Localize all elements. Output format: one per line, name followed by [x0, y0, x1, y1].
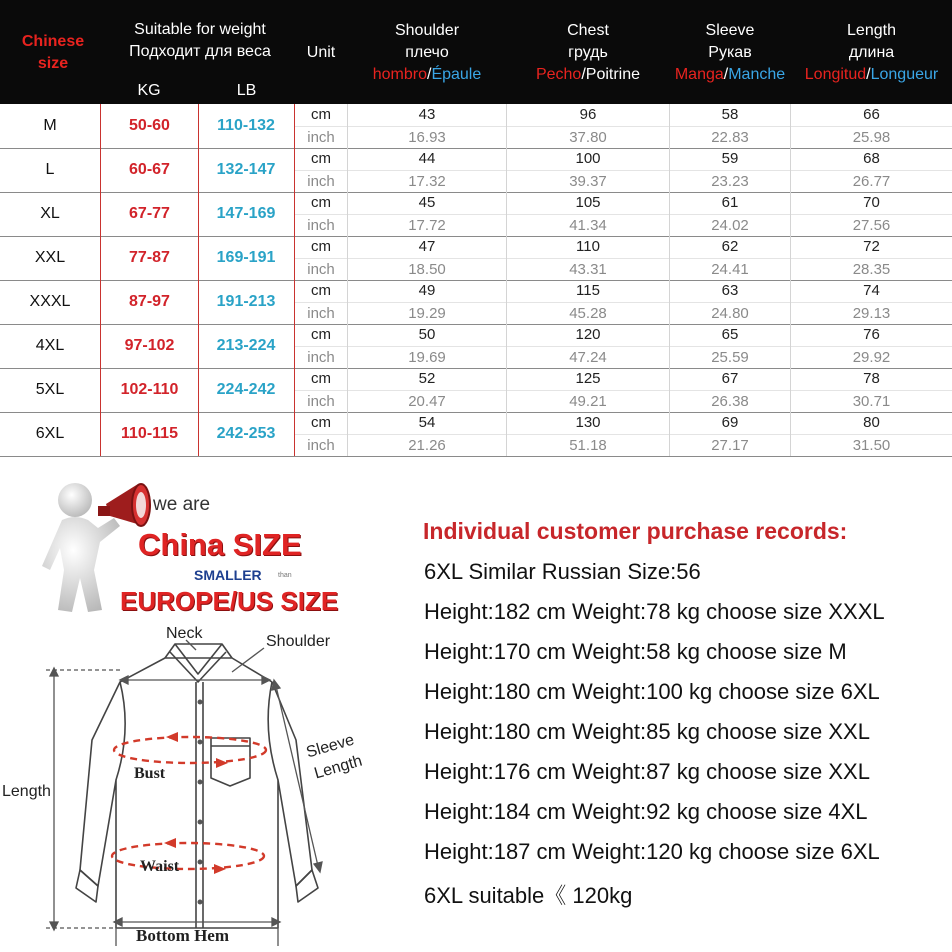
row-unit-cm: cm [311, 282, 331, 299]
column-divider [506, 412, 507, 456]
row-shoulder-inch: 17.32 [348, 170, 506, 193]
record-line: Height:180 cm Weight:100 kg choose size 6XL [424, 679, 880, 704]
row-shoulder-cm: 50 [418, 326, 436, 343]
row-length-inch: 28.35 [791, 258, 952, 281]
row-size: 5XL [35, 381, 65, 398]
row-shoulder-inch: 20.47 [348, 390, 506, 413]
record-line: 6XL suitable《 120kg [424, 883, 633, 908]
diagram-neck: Neck [166, 625, 203, 642]
row-unit-inch: inch [295, 390, 347, 413]
table-row [0, 280, 952, 325]
row-unit-cm: cm [311, 414, 331, 431]
column-divider [506, 368, 507, 412]
promo-china-size: China SIZE [138, 527, 302, 562]
row-length-cm: 78 [863, 370, 880, 387]
promo-smaller: SMALLER [194, 567, 262, 583]
table-row [0, 368, 952, 413]
record-line: Height:180 cm Weight:85 kg choose size XXL [424, 719, 870, 744]
column-divider [790, 148, 791, 192]
record-line: Height:184 cm Weight:92 kg choose size 4XL [424, 799, 868, 824]
column-divider [347, 192, 348, 236]
column-divider [669, 104, 670, 148]
row-size: L [45, 161, 55, 178]
row-chest-cm: 100 [575, 150, 601, 167]
record-line: 6XL Similar Russian Size:56 [424, 559, 701, 584]
diagram-bust: Bust [134, 765, 166, 782]
table-row [0, 412, 952, 457]
column-divider [347, 280, 348, 324]
row-length-inch: 29.13 [791, 302, 952, 325]
row-kg: 110-115 [100, 412, 199, 456]
row-shoulder-inch: 21.26 [348, 434, 506, 457]
row-chest-inch: 39.37 [507, 170, 669, 193]
column-divider [790, 192, 791, 236]
row-sleeve-cm: 61 [721, 194, 739, 211]
row-length-inch: 27.56 [791, 214, 952, 237]
column-divider [790, 236, 791, 280]
diagram-bottom-hem: Bottom Hem [136, 926, 230, 945]
row-chest-cm: 130 [575, 414, 601, 431]
diagram-waist: Waist [140, 858, 180, 875]
row-chest-inch: 41.34 [507, 214, 669, 237]
row-unit-inch: inch [295, 258, 347, 281]
row-sleeve-cm: 67 [721, 370, 739, 387]
table-row [0, 324, 952, 369]
row-length-inch: 30.71 [791, 390, 952, 413]
header-shoulder: Shoulder плечо hombro/Épaule [372, 22, 482, 83]
row-sleeve-inch: 24.41 [670, 258, 790, 281]
row-shoulder-inch: 17.72 [348, 214, 506, 237]
row-chest-cm: 96 [579, 106, 597, 123]
row-sleeve-inch: 23.23 [670, 170, 790, 193]
row-unit-cm: cm [311, 106, 331, 123]
records-title: Individual customer purchase records: [423, 518, 848, 544]
row-unit-cm: cm [311, 150, 331, 167]
row-length-cm: 74 [863, 282, 880, 299]
column-divider [506, 192, 507, 236]
column-divider [669, 368, 670, 412]
row-unit-cm: cm [311, 238, 331, 255]
row-lb: 169-191 [198, 236, 295, 280]
row-size: 6XL [35, 425, 65, 442]
row-lb: 147-169 [198, 192, 295, 236]
record-line: Height:182 cm Weight:78 kg choose size XXXL [424, 599, 885, 624]
row-lb: 191-213 [198, 280, 295, 324]
column-divider [790, 324, 791, 368]
column-divider [669, 280, 670, 324]
row-sleeve-inch: 27.17 [670, 434, 790, 457]
row-unit-inch: inch [295, 214, 347, 237]
column-divider [790, 368, 791, 412]
diagram-shoulder: Shoulder [266, 633, 331, 650]
header-unit: Unit [306, 44, 336, 61]
row-shoulder-inch: 19.29 [348, 302, 506, 325]
row-shoulder-cm: 43 [418, 106, 436, 123]
column-divider [790, 412, 791, 456]
row-shoulder-inch: 19.69 [348, 346, 506, 369]
row-unit-inch: inch [295, 170, 347, 193]
row-length-cm: 68 [863, 150, 880, 167]
header-kg: KG [137, 82, 161, 99]
row-size: XL [40, 205, 60, 222]
diagram-sleeve-length: Length [312, 752, 365, 783]
row-length-inch: 29.92 [791, 346, 952, 369]
row-chest-inch: 43.31 [507, 258, 669, 281]
promo-than: than [278, 572, 292, 579]
header-weight-line1: Suitable for weight [134, 21, 266, 38]
column-divider [669, 236, 670, 280]
row-lb: 110-132 [198, 104, 295, 148]
column-divider [790, 280, 791, 324]
row-length-cm: 72 [863, 238, 880, 255]
row-shoulder-cm: 49 [418, 282, 436, 299]
column-divider [347, 324, 348, 368]
row-sleeve-cm: 69 [721, 414, 739, 431]
row-sleeve-inch: 22.83 [670, 126, 790, 149]
column-divider [347, 368, 348, 412]
table-row [0, 192, 952, 237]
row-unit-inch: inch [295, 302, 347, 325]
row-sleeve-cm: 58 [721, 106, 739, 123]
row-unit-cm: cm [311, 370, 331, 387]
column-divider [347, 148, 348, 192]
row-sleeve-cm: 65 [721, 326, 739, 343]
table-row [0, 148, 952, 193]
record-line: Height:170 cm Weight:58 kg choose size M [424, 639, 847, 664]
header-length: Length длина Longitud/Longueur [804, 22, 939, 83]
column-divider [669, 324, 670, 368]
column-divider [506, 104, 507, 148]
record-line: Height:187 cm Weight:120 kg choose size 6XL [424, 839, 880, 864]
row-length-inch: 25.98 [791, 126, 952, 149]
row-sleeve-inch: 26.38 [670, 390, 790, 413]
promo-europe-us: EUROPE/US SIZE [120, 586, 339, 616]
row-chest-inch: 51.18 [507, 434, 669, 457]
promo-we-are: we are [153, 494, 211, 515]
row-chest-inch: 47.24 [507, 346, 669, 369]
column-divider [669, 412, 670, 456]
row-shoulder-inch: 16.93 [348, 126, 506, 149]
table-row [0, 236, 952, 281]
row-chest-cm: 105 [575, 194, 601, 211]
column-divider [669, 148, 670, 192]
row-unit-inch: inch [295, 126, 347, 149]
row-lb: 242-253 [198, 412, 295, 456]
column-divider [790, 104, 791, 148]
row-chest-inch: 45.28 [507, 302, 669, 325]
column-divider [506, 324, 507, 368]
row-kg: 102-110 [100, 368, 199, 412]
shirt-diagram [0, 630, 400, 950]
row-kg: 97-102 [100, 324, 199, 368]
row-shoulder-cm: 47 [418, 238, 436, 255]
row-length-cm: 70 [863, 194, 880, 211]
column-divider [506, 280, 507, 324]
row-length-inch: 26.77 [791, 170, 952, 193]
row-chest-cm: 115 [576, 282, 600, 299]
row-shoulder-cm: 45 [418, 194, 436, 211]
row-chest-cm: 125 [575, 370, 601, 387]
row-size: M [43, 117, 57, 134]
row-length-cm: 76 [863, 326, 880, 343]
header-sleeve: Sleeve Рукав Manga/Manche [674, 22, 786, 83]
row-kg: 67-77 [100, 192, 199, 236]
row-sleeve-inch: 24.02 [670, 214, 790, 237]
header-weight-line2: Подходит для веса [129, 43, 271, 60]
header-chest: Chest грудь Pecho/Poitrine [535, 22, 641, 83]
row-unit-inch: inch [295, 346, 347, 369]
row-shoulder-cm: 52 [418, 370, 436, 387]
record-line: Height:176 cm Weight:87 kg choose size XXL [424, 759, 870, 784]
row-shoulder-cm: 54 [418, 414, 436, 431]
row-size: 4XL [35, 337, 65, 354]
row-unit-inch: inch [295, 434, 347, 457]
row-chest-inch: 49.21 [507, 390, 669, 413]
column-divider [347, 104, 348, 148]
row-lb: 213-224 [198, 324, 295, 368]
row-kg: 50-60 [100, 104, 199, 148]
row-length-cm: 80 [863, 414, 880, 431]
row-shoulder-cm: 44 [418, 150, 436, 167]
row-shoulder-inch: 18.50 [348, 258, 506, 281]
row-kg: 77-87 [100, 236, 199, 280]
header-lb: LB [236, 82, 257, 99]
row-kg: 87-97 [100, 280, 199, 324]
row-size: XXL [34, 249, 66, 266]
row-sleeve-cm: 63 [721, 282, 739, 299]
row-sleeve-cm: 59 [721, 150, 739, 167]
header-size-label: Chinese size [21, 33, 85, 72]
column-divider [506, 148, 507, 192]
column-divider [347, 236, 348, 280]
row-lb: 132-147 [198, 148, 295, 192]
row-sleeve-inch: 24.80 [670, 302, 790, 325]
table-header [0, 0, 952, 104]
row-size: XXXL [29, 293, 71, 310]
row-unit-cm: cm [311, 326, 331, 343]
column-divider [669, 192, 670, 236]
row-sleeve-cm: 62 [721, 238, 739, 255]
row-kg: 60-67 [100, 148, 199, 192]
diagram-length: Length [2, 783, 51, 800]
row-unit-cm: cm [311, 194, 331, 211]
column-divider [506, 236, 507, 280]
column-divider [347, 412, 348, 456]
row-sleeve-inch: 25.59 [670, 346, 790, 369]
row-chest-cm: 110 [576, 238, 600, 255]
row-chest-inch: 37.80 [507, 126, 669, 149]
row-lb: 224-242 [198, 368, 295, 412]
table-row [0, 104, 952, 149]
row-length-cm: 66 [863, 106, 880, 123]
diagram-sleeve: Sleeve [304, 731, 357, 762]
row-chest-cm: 120 [575, 326, 601, 343]
row-length-inch: 31.50 [791, 434, 952, 457]
